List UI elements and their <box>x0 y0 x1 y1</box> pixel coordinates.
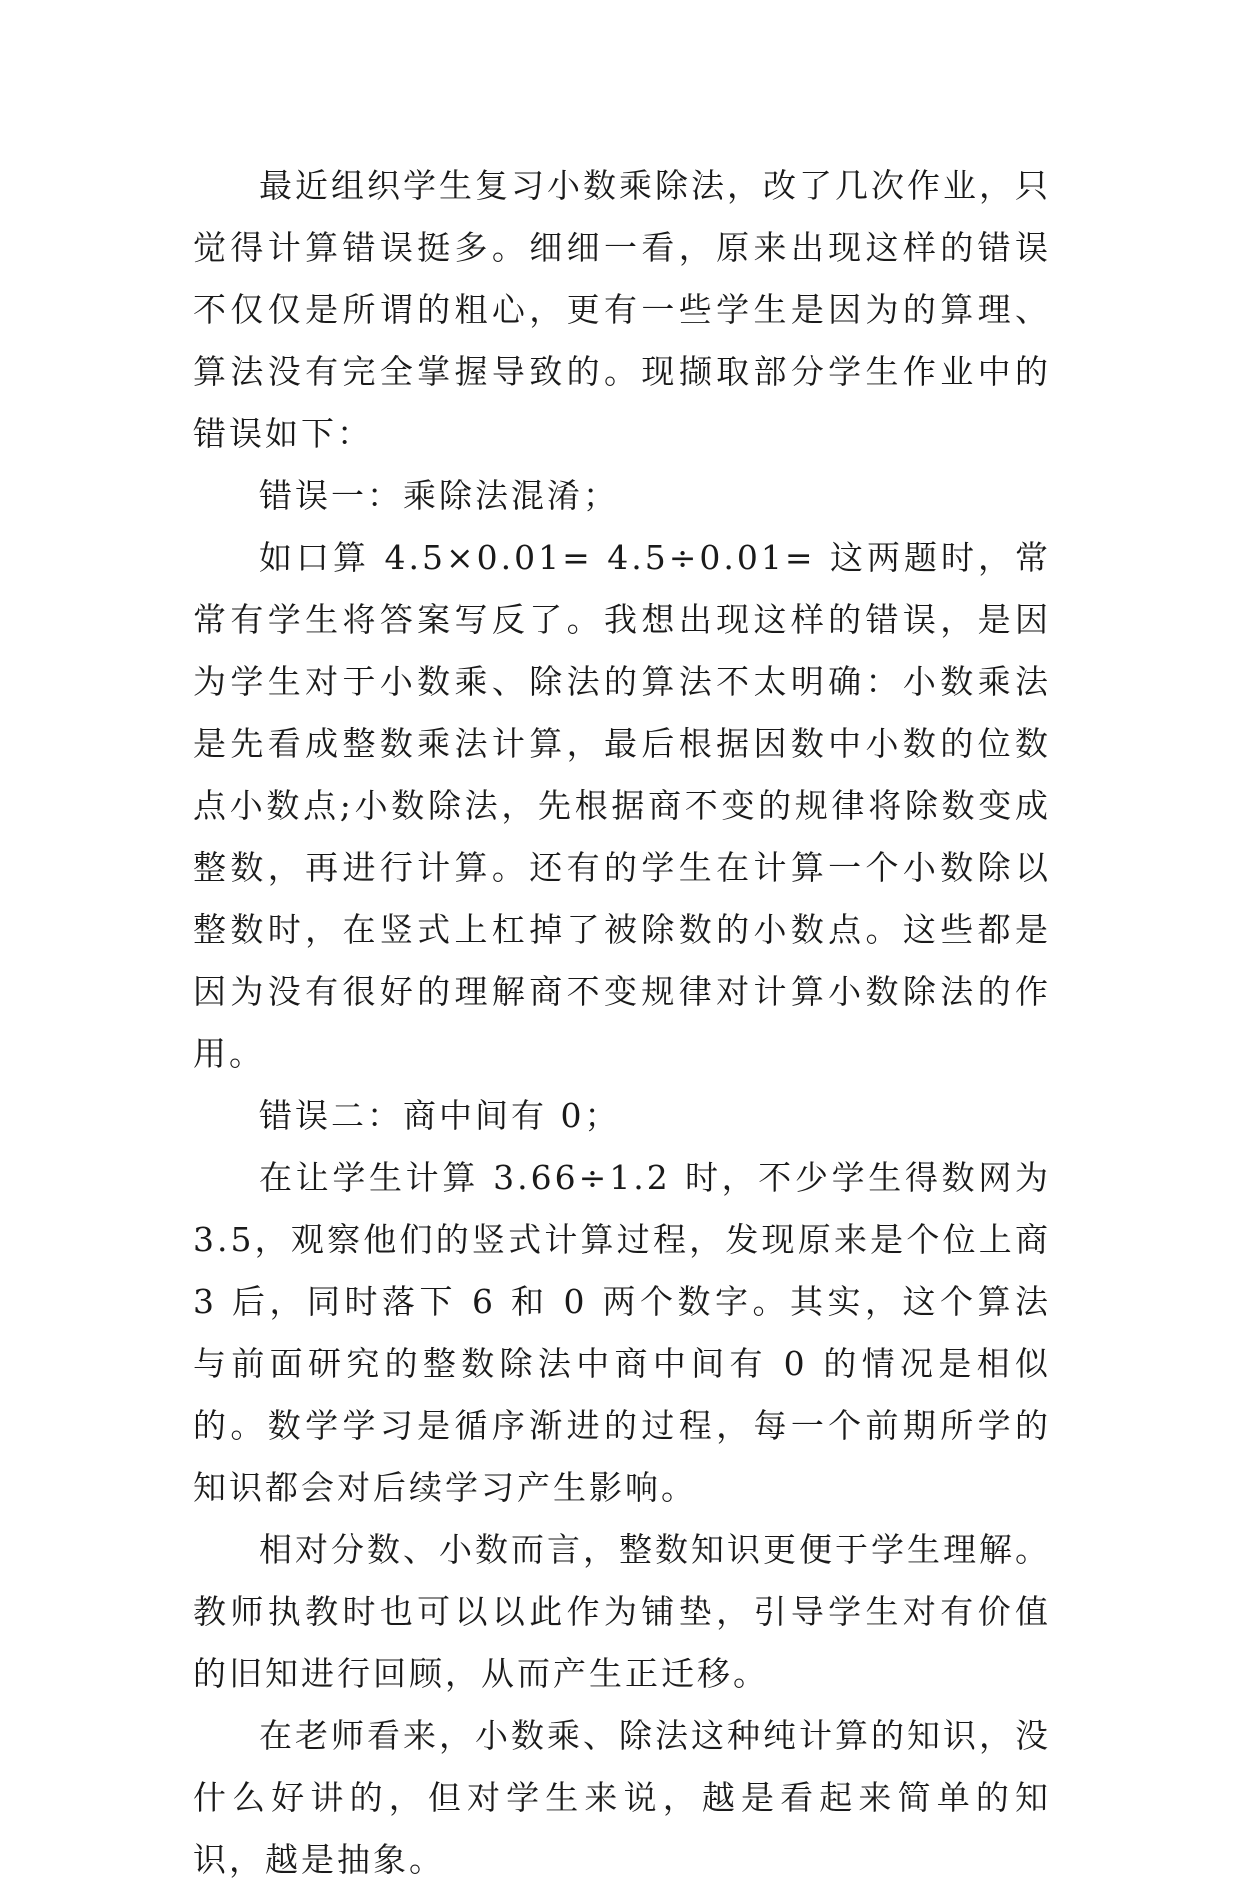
heading-error-two: 错误二：商中间有 0； <box>259 1096 621 1135</box>
paragraph-teacher-view: 在老师看来，小数乘、除法这种纯计算的知识，没什么好讲的，但对学生来说，越是看起来简单的知识，越是抽象。 <box>193 1716 1051 1879</box>
document-body <box>193 155 1051 1891</box>
paragraph-error-one: 如口算 4.5×0.01= 4.5÷0.01= 这两题时，常常有学生将答案写反了。我想出现这样的错误，是因为学生对于小数乘、除法的算法不太明确：小数乘法是先看成整数乘法计算，最后根据因数中小数的位数点小数点;小数除法，先根据商不变的规律将除数变成整数，再进行计算。还有的学生在计算一个小数除以整数时，在竖式上杠掉了被除数的小数点。这些都是因为没有很好的理解商不变规律对计算小数除法的作用。 <box>193 538 1051 1073</box>
heading-error-one: 错误一：乘除法混淆； <box>259 476 619 515</box>
paragraph-error-two: 在让学生计算 3.66÷1.2 时，不少学生得数网为 3.5，观察他们的竖式计算过程，发现原来是个位上商 3 后，同时落下 6 和 0 两个数字。其实，这个算法与前面研究的整数除法中商中间有 0 的情况是相似的。数学学习是循序渐进的过程，每一个前期所学的知识都会对后续学习产生影响。 <box>193 1158 1051 1507</box>
paragraph-integer-knowledge: 相对分数、小数而言，整数知识更便于学生理解。教师执教时也可以以此作为铺垫，引导学生对有价值的旧知进行回顾，从而产生正迁移。 <box>193 1530 1051 1693</box>
paragraph-intro: 最近组织学生复习小数乘除法，改了几次作业，只觉得计算错误挺多。细细一看，原来出现这样的错误不仅仅是所谓的粗心，更有一些学生是因为的算理、算法没有完全掌握导致的。现撷取部分学生作业中的错误如下： <box>193 166 1051 453</box>
